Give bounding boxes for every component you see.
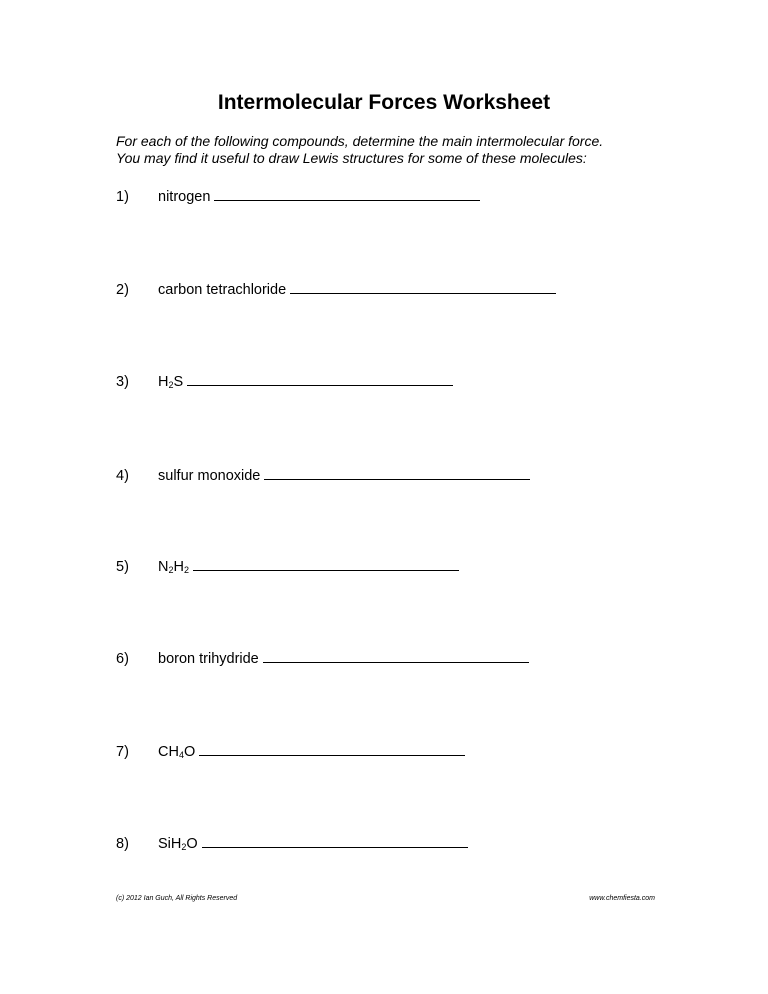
answer-blank[interactable] [202, 834, 468, 848]
instructions-line-1: For each of the following compounds, determine the main intermolecular force. [116, 133, 604, 149]
question-number: 6) [116, 651, 129, 667]
answer-blank[interactable] [290, 280, 556, 294]
question-number: 8) [116, 836, 129, 852]
compound-formula: $H_2S$ [158, 374, 184, 390]
question-5 [116, 557, 459, 576]
footer-website: www.chemfiesta.com [589, 895, 655, 902]
instructions [116, 133, 676, 167]
answer-blank[interactable] [187, 372, 453, 386]
question-1 [116, 187, 480, 206]
question-number: 3) [116, 374, 129, 390]
question-8 [116, 834, 468, 853]
question-number: 7) [116, 744, 129, 760]
answer-blank[interactable] [199, 742, 465, 756]
question-7 [116, 742, 465, 761]
answer-blank[interactable] [193, 557, 459, 571]
compound-formula: $N_2H_2$ [158, 559, 189, 575]
compound-name: nitrogen [158, 189, 211, 205]
compound-formula: $CH_4O$ [158, 744, 196, 760]
compound-name: sulfur monoxide [158, 468, 261, 484]
compound-name: boron trihydride [158, 651, 259, 667]
question-number: 2) [116, 282, 129, 298]
question-6 [116, 649, 529, 668]
question-2 [116, 280, 556, 299]
question-4 [116, 466, 530, 485]
question-number: 5) [116, 559, 129, 575]
question-number: 1) [116, 189, 129, 205]
question-number: 4) [116, 468, 129, 484]
instructions-line-2: You may find it useful to draw Lewis structures for some of these molecules: [116, 150, 587, 166]
answer-blank[interactable] [264, 466, 530, 480]
answer-blank[interactable] [214, 187, 480, 201]
answer-blank[interactable] [263, 649, 529, 663]
footer-copyright: (c) 2012 Ian Guch, All Rights Reserved [116, 895, 238, 902]
question-3 [116, 372, 453, 391]
compound-name: carbon tetrachloride [158, 282, 287, 298]
worksheet-title: Intermolecular Forces Worksheet [217, 91, 551, 114]
compound-formula: SiH$_2$O [158, 836, 198, 852]
